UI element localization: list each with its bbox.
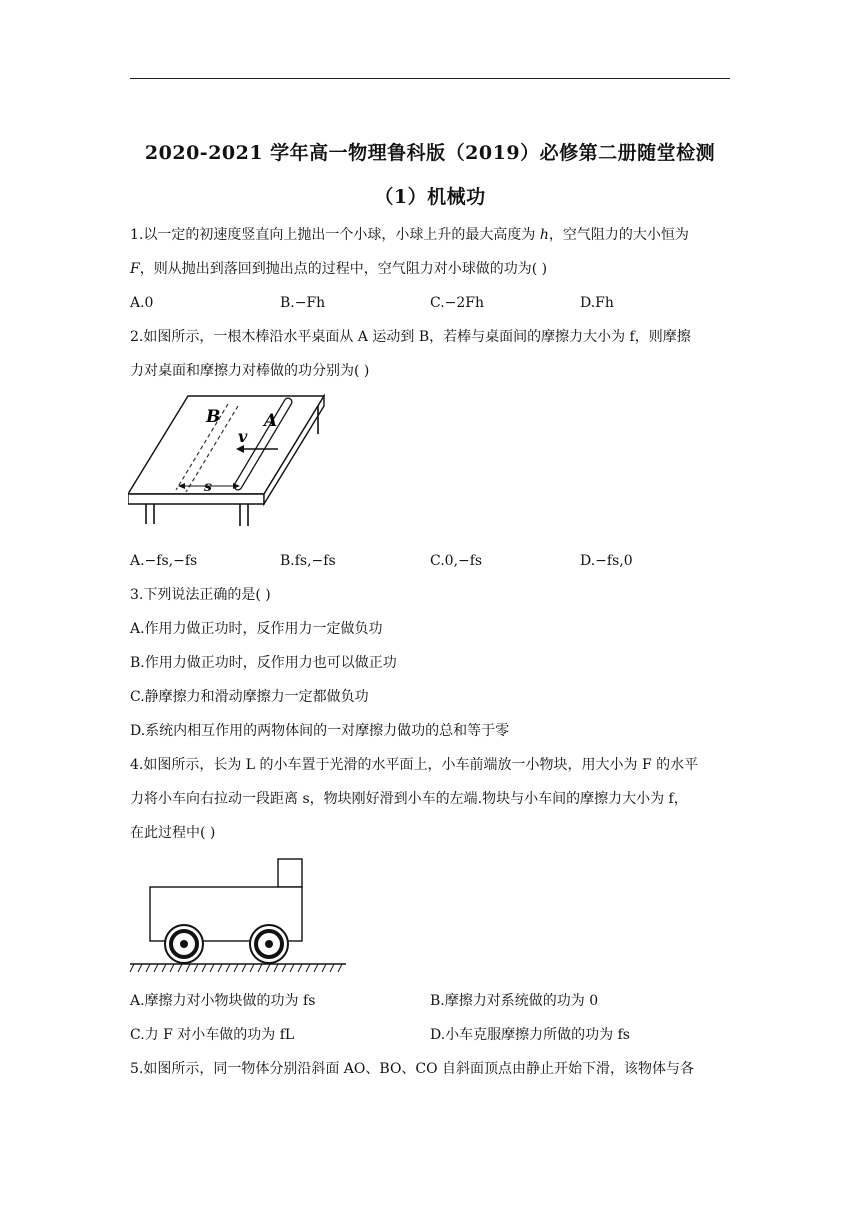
q1-option-d: D.Fh xyxy=(580,295,614,311)
q3-option-a: A.作用力做正功时，反作用力一定做负功 xyxy=(130,621,383,637)
q4-figure-cart-block xyxy=(128,856,350,974)
cart-wheel-right xyxy=(250,925,288,963)
q1-option-c: C.−2Fh xyxy=(430,295,485,311)
q3-option-d: D.系统内相互作用的两物体间的一对摩擦力做功的总和等于零 xyxy=(130,723,510,739)
q2-option-d: D.−fs,0 xyxy=(580,553,633,569)
header-rule xyxy=(130,78,730,79)
q5-stem-line1: 5.如图所示，同一物体分别沿斜面 AO、BO、CO 自斜面顶点由静止开始下滑，该物体与各 xyxy=(130,1061,695,1077)
document-title-line2: （1）机械功 xyxy=(374,186,486,208)
q4-stem-line1: 4.如图所示，长为 L 的小车置于光滑的水平面上，小车前端放一小物块，用大小为 F 的水平 xyxy=(130,757,699,773)
q4-option-c: C.力 F 对小车做的功为 fL xyxy=(130,1027,295,1043)
q1-option-a: A.0 xyxy=(130,295,154,311)
q4-stem-line3: 在此过程中( ) xyxy=(130,825,216,841)
q4-option-d: D.小车克服摩擦力所做的功为 fs xyxy=(430,1027,630,1043)
document-title-line1: 2020-2021 学年高一物理鲁科版（2019）必修第二册随堂检测 xyxy=(144,142,716,164)
q1-option-b: B.−Fh xyxy=(280,295,326,311)
label-A: A xyxy=(264,411,278,431)
q2-option-b: B.fs,−fs xyxy=(280,553,336,569)
q2-option-a: A.−fs,−fs xyxy=(130,553,198,569)
q4-option-a: A.摩擦力对小物块做的功为 fs xyxy=(130,993,316,1009)
label-v: v xyxy=(238,427,248,446)
q2-stem-line1: 2.如图所示，一根木棒沿水平桌面从 A 运动到 B，若棒与桌面间的摩擦力大小为 f，则摩擦 xyxy=(130,329,691,345)
cart-wheel-left xyxy=(165,925,203,963)
q3-option-c: C.静摩擦力和滑动摩擦力一定都做负功 xyxy=(130,689,369,705)
label-B: B xyxy=(206,407,221,427)
q1-stem-line2: F，则从抛出到落回到抛出点的过程中，空气阻力对小球做的功为( ) xyxy=(130,261,548,277)
q4-stem-line2: 力将小车向右拉动一段距离 s，物块刚好滑到小车的左端.物块与小车间的摩擦力大小为 f， xyxy=(130,791,688,807)
q1-stem-line1: 1.以一定的初速度竖直向上抛出一个小球，小球上升的最大高度为 h，空气阻力的大小恒为 xyxy=(130,227,689,243)
q3-option-b: B.作用力做正功时，反作用力也可以做正功 xyxy=(130,655,397,671)
q2-stem-line2: 力对桌面和摩擦力对棒做的功分别为( ) xyxy=(130,363,370,379)
q2-option-c: C.0,−fs xyxy=(430,553,483,569)
q2-figure-table-rod xyxy=(128,392,340,530)
label-s: s xyxy=(204,479,212,495)
q3-stem: 3.下列说法正确的是( ) xyxy=(130,587,271,603)
q4-option-b: B.摩擦力对系统做的功为 0 xyxy=(430,993,599,1009)
